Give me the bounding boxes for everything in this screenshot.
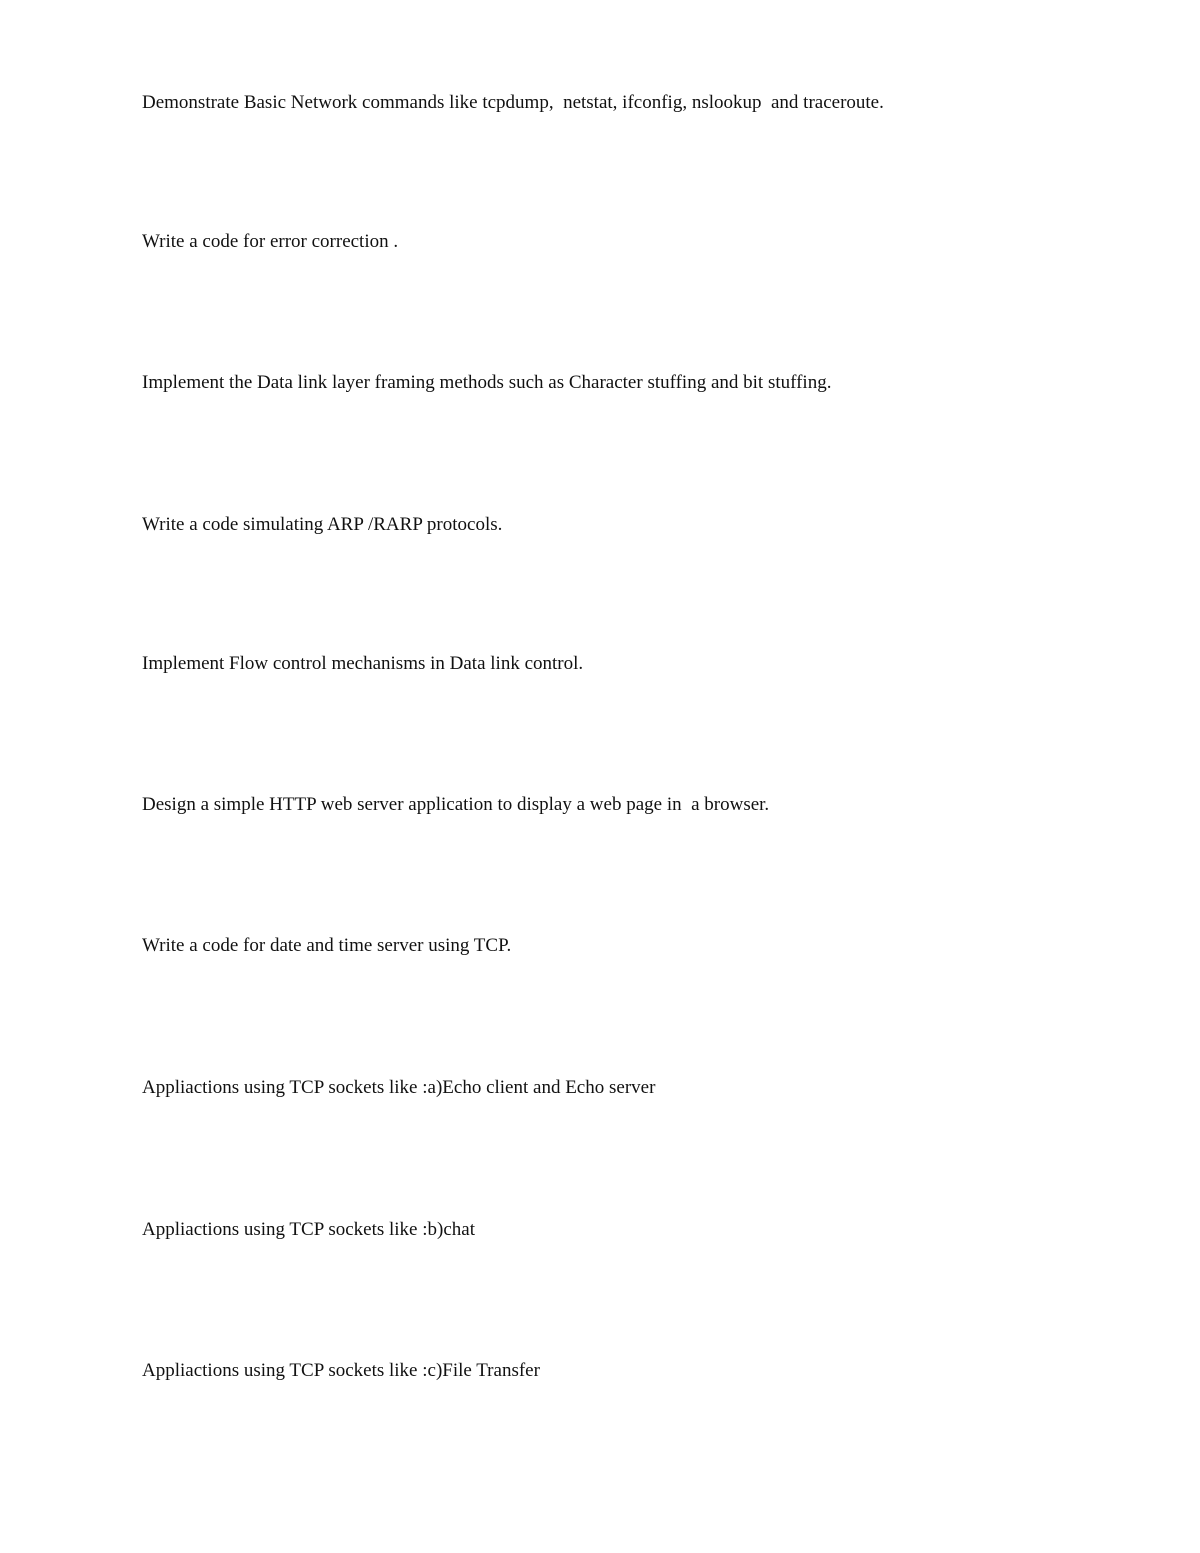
task-item-arp-rarp: Write a code simulating ARP /RARP protocols.: [142, 514, 503, 535]
task-item-date-time-server: Write a code for date and time server using TCP.: [142, 935, 512, 956]
task-item-framing-methods: Implement the Data link layer framing methods such as Character stuffing and bit stuffing.: [142, 372, 832, 393]
task-item-echo: Appliactions using TCP sockets like :a)Echo client and Echo server: [142, 1077, 656, 1098]
task-item-file-transfer: Appliactions using TCP sockets like :c)File Transfer: [142, 1360, 540, 1381]
task-item-http-server: Design a simple HTTP web server application to display a web page in a browser.: [142, 794, 770, 815]
task-item-error-correction: Write a code for error correction .: [142, 231, 399, 252]
task-item-flow-control: Implement Flow control mechanisms in Data link control.: [142, 653, 584, 674]
task-item-network-commands: Demonstrate Basic Network commands like tcpdump, netstat, ifconfig, nslookup and traceroute.: [142, 92, 884, 113]
task-item-chat: Appliactions using TCP sockets like :b)chat: [142, 1219, 475, 1240]
